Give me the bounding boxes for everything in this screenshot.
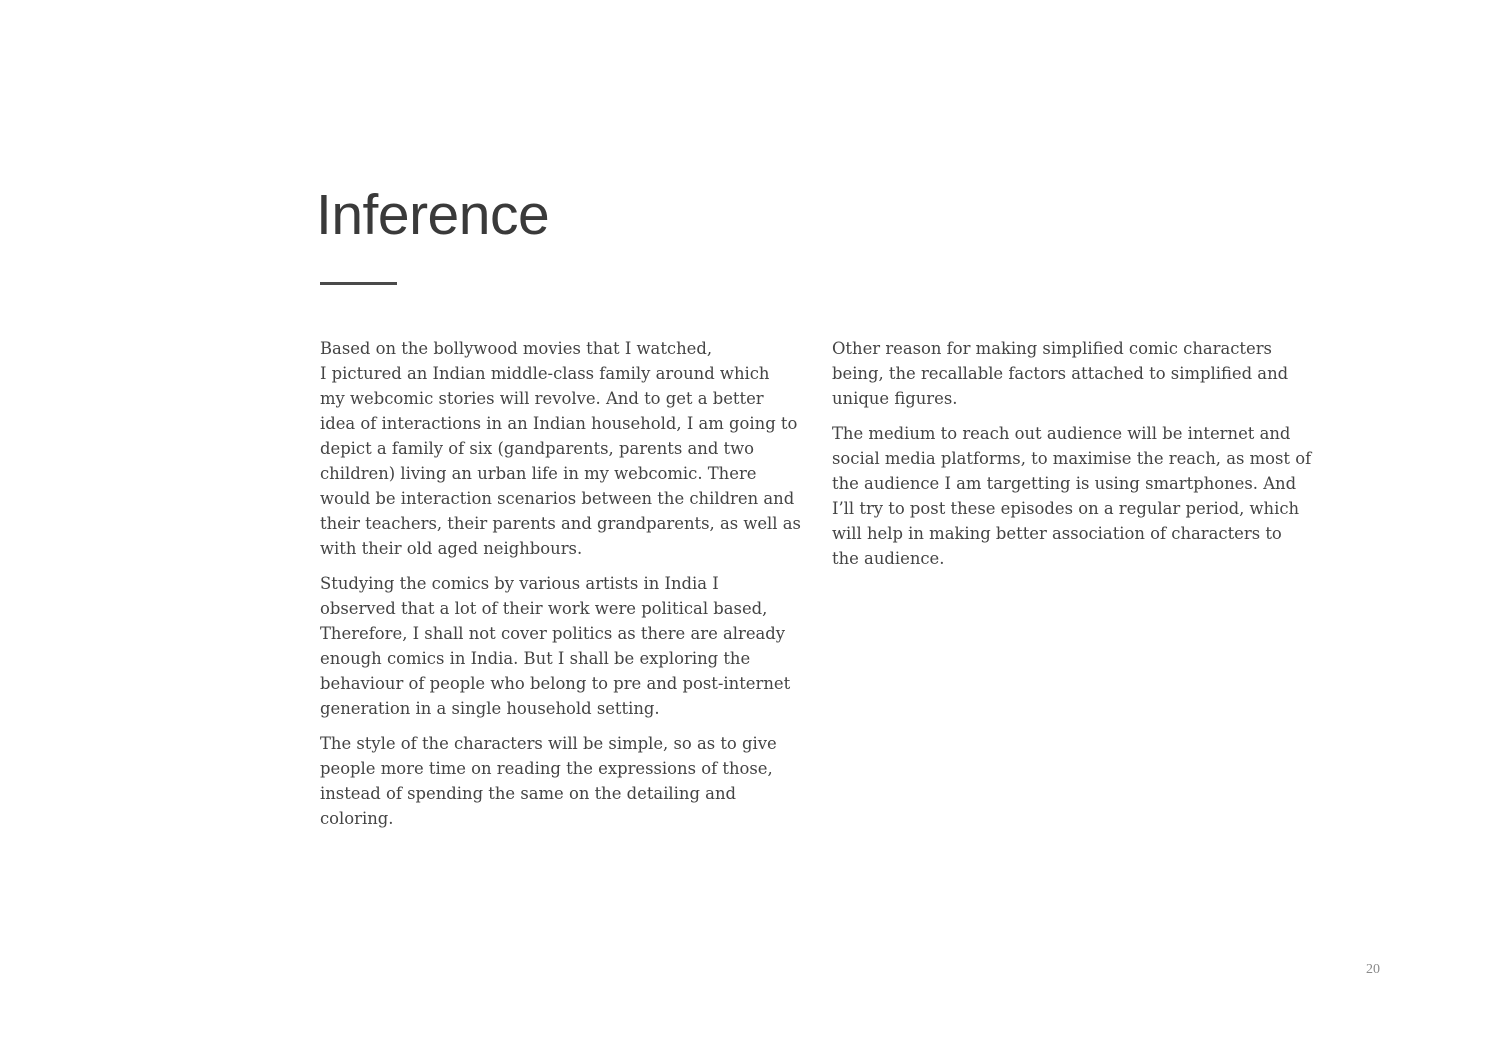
text-line: coloring. (320, 809, 394, 828)
text-line: the audience. (832, 549, 945, 568)
text-line: Based on the bollywood movies that I watched, (320, 339, 713, 358)
text-line: I pictured an Indian middle-class family around which (320, 364, 770, 383)
text-line: observed that a lot of their work were political based, (320, 599, 768, 618)
text-line: The medium to reach out audience will be internet and (832, 424, 1291, 443)
text-line: unique figures. (832, 389, 958, 408)
paragraph (832, 336, 1312, 411)
paragraph (320, 336, 800, 561)
text-line: depict a family of six (gandparents, parents and two (320, 439, 755, 458)
text-line: generation in a single household setting. (320, 699, 660, 718)
paragraph (320, 571, 800, 721)
text-line: enough comics in India. But I shall be exploring the (320, 649, 751, 668)
paragraph (832, 421, 1312, 571)
text-line: would be interaction scenarios between the children and (320, 489, 795, 508)
text-line: I’ll try to post these episodes on a regular period, which (832, 499, 1300, 518)
text-line: children) living an urban life in my webcomic. There (320, 464, 757, 483)
text-line: The style of the characters will be simple, so as to give (320, 734, 777, 753)
text-line: Therefore, I shall not cover politics as there are already (320, 624, 786, 643)
text-line: with their old aged neighbours. (320, 539, 583, 558)
text-line: behaviour of people who belong to pre and post-internet (320, 674, 791, 693)
text-line: their teachers, their parents and grandparents, as well as (320, 514, 801, 533)
right-text-column (832, 336, 1312, 581)
text-line: Other reason for making simplified comic characters (832, 339, 1272, 358)
text-line: will help in making better association of characters to (832, 524, 1282, 543)
text-line: the audience I am targetting is using smartphones. And (832, 474, 1297, 493)
text-line: idea of interactions in an Indian household, I am going to (320, 414, 798, 433)
text-line: social media platforms, to maximise the reach, as most of (832, 449, 1312, 468)
page-title: Inference (316, 183, 550, 247)
text-line: being, the recallable factors attached to simplified and (832, 364, 1289, 383)
page-number: 20 (1366, 962, 1380, 977)
text-line: people more time on reading the expressions of those, (320, 759, 773, 778)
text-line: my webcomic stories will revolve. And to get a better (320, 389, 764, 408)
left-text-column (320, 336, 800, 841)
paragraph (320, 731, 800, 831)
text-line: Studying the comics by various artists in India I (320, 574, 719, 593)
text-line: instead of spending the same on the detailing and (320, 784, 737, 803)
title-underline-divider (320, 282, 397, 285)
